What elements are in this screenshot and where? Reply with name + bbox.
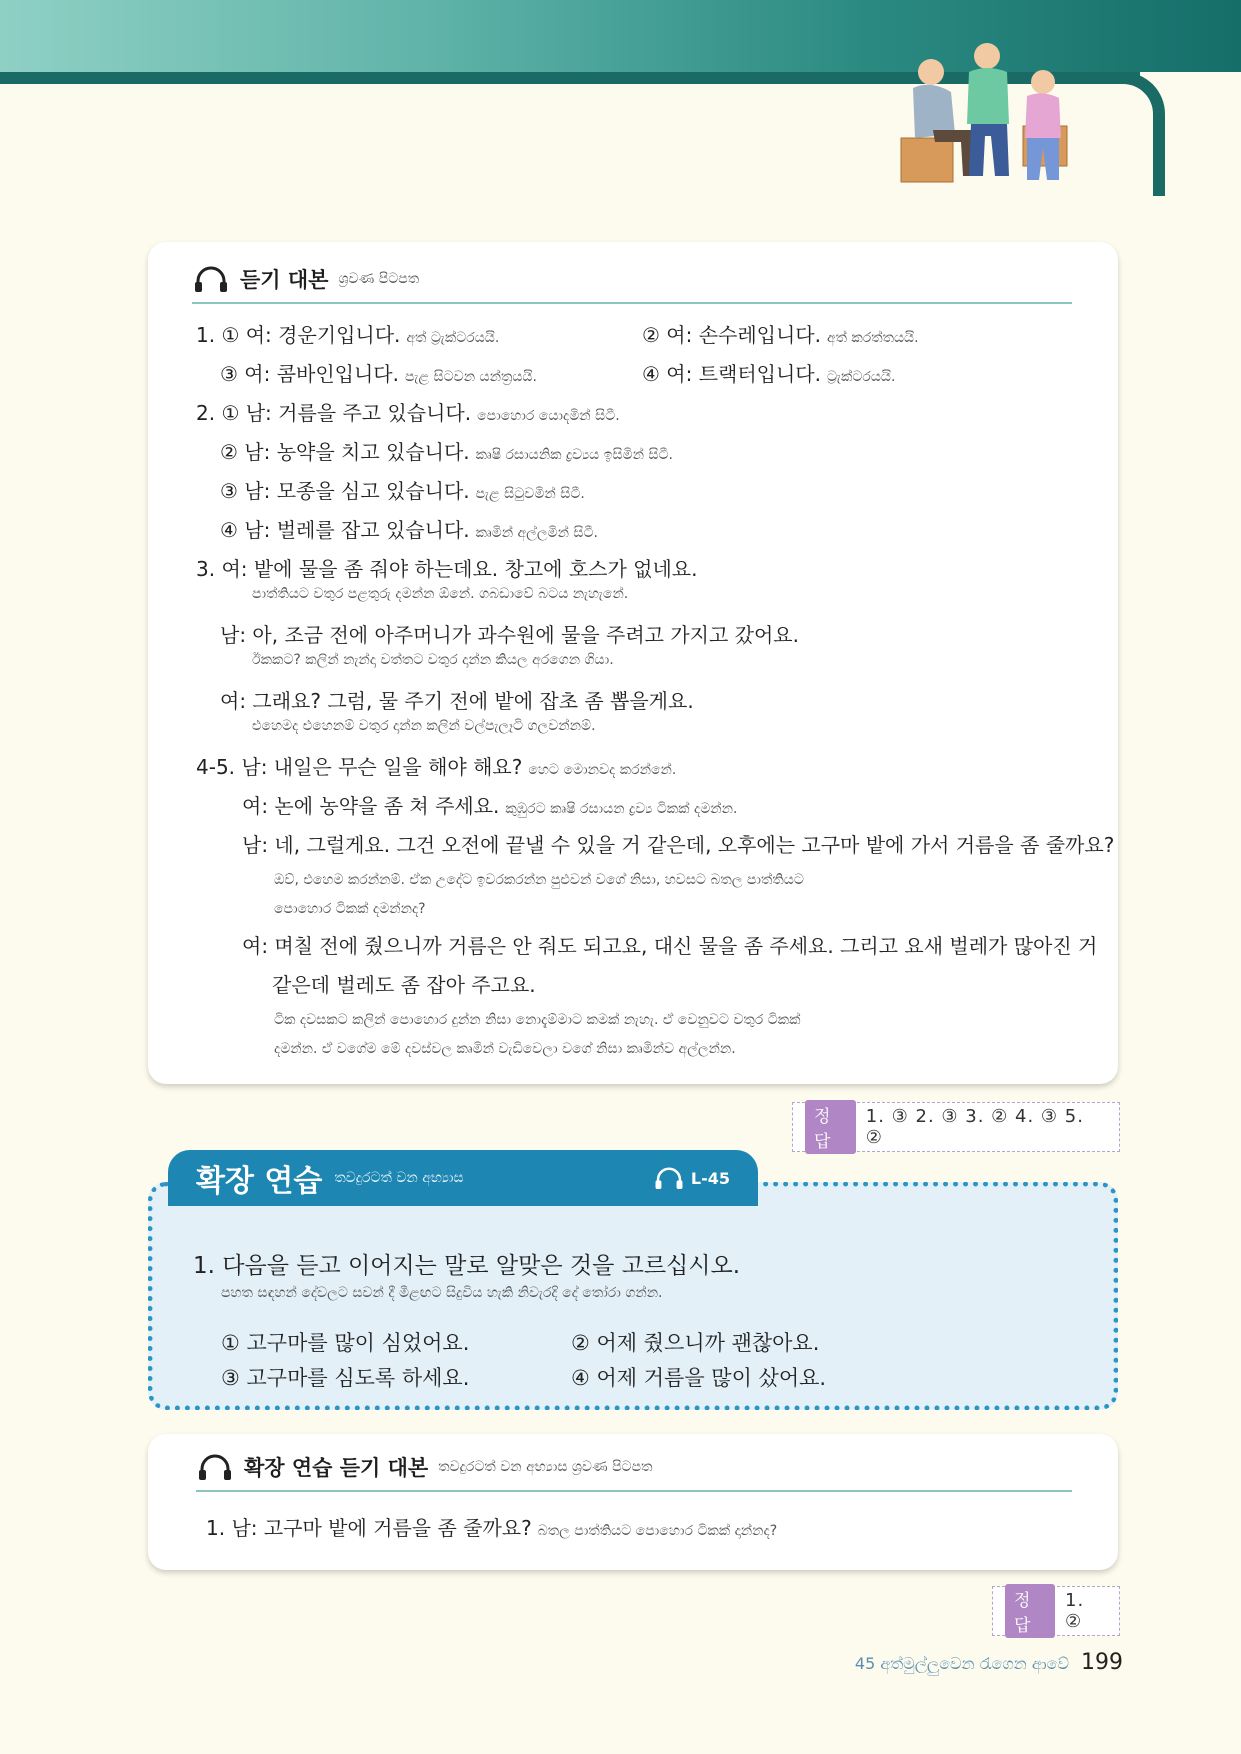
q1-option-1: 1. ① 여: 경운기입니다. අත් ට්‍රැක්ටරයයි. [196, 323, 500, 347]
q2-option-2: ② 남: 농약을 치고 있습니다. කෘෂි රසායනික ද්‍රව්‍යය ඉසිමින් සිටී. [220, 440, 673, 464]
headphones-icon [192, 265, 230, 293]
track-label [653, 1166, 730, 1190]
ext-script-header [196, 1452, 1072, 1492]
headphones-icon [653, 1166, 685, 1190]
q3-line-1-si: පාත්තියට වතුර පළතුරු දමන්න ඕනේ. ගබඩාවේ බටය නැහැනේ. [252, 586, 629, 602]
q3-line-2-si: ඊකකට? කලින් නැන්දා වත්තට වතුර දාන්න කියල අරගෙන ගියා. [252, 652, 614, 668]
q45-line-2: 여: 논에 농약을 좀 쳐 주세요. කුඹුරට කෘෂි රසායන ද්‍රව්‍ය ටිකක් දමන්න. [242, 794, 738, 818]
extension-option-4: ④ 어제 거름을 많이 샀어요. [571, 1366, 827, 1390]
q45-line-3-si-1: ඔව්, එහෙම කරන්නම්. ඒක උදේට ඉවරකරන්න පුළුවන් වගේ නිසා, හවසට බතල පාත්තියට [274, 872, 804, 888]
q3-line-2: 남: 아, 조금 전에 아주머니가 과수원에 물을 주려고 가지고 갔어요. [220, 623, 799, 647]
q3-line-3: 여: 그래요? 그럼, 물 주기 전에 밭에 잡초 좀 뽑을게요. [220, 689, 694, 713]
q45-line-4a: 여: 며칠 전에 줬으니까 거름은 안 줘도 되고요, 대신 물을 좀 주세요. 그리고 요새 벌레가 많아진 거 [242, 934, 1098, 958]
ext-script-title-ko: 확장 연습 듣기 대본 [244, 1456, 429, 1480]
extension-option-2: ② 어제 줬으니까 괜찮아요. [571, 1331, 820, 1355]
q3-line-3-si: එහෙමද එහෙනම් වතුර දාන්න කලින් වල්පැලෑටි ගලවන්නම්. [252, 718, 596, 734]
answer-values: 1. ③ 2. ③ 3. ② 4. ③ 5. ② [865, 1106, 1084, 1148]
q1-option-3: ③ 여: 콤바인입니다. පැළ සිටවන යන්ත්‍රයයි. [220, 362, 537, 386]
chapter-title: 45 අත්මුල්ලුවෙන රැගෙන ආවේ [854, 1654, 1069, 1673]
q2-option-1: 2. ① 남: 거름을 주고 있습니다. පොහොර යොදමින් සිටී. [196, 401, 620, 425]
extension-title-si: තවදුරටත් වන අභ්‍යාස [334, 1170, 464, 1186]
q45-line-3: 남: 네, 그럴게요. 그건 오전에 끝낼 수 있을 거 같은데, 오후에는 고구마 밭에 가서 거름을 좀 줄까요? [242, 833, 1115, 857]
extension-title-ko: 확장 연습 [196, 1164, 323, 1199]
script-title-si: ශ්‍රවණ පිටපත [338, 271, 420, 287]
script-title-ko: 듣기 대본 [240, 268, 329, 292]
answer-box-2 [992, 1586, 1120, 1636]
answer-values: 1. ② [1065, 1590, 1085, 1632]
answer-badge: 정답 [805, 1100, 856, 1154]
answer-badge: 정답 [1005, 1584, 1055, 1638]
extension-question-si: පහත සඳහන් දේවලට සවන් දී මීළඟට සිදුවිය හැකි නිවැරදි දේ තෝරා ගන්න. [221, 1285, 663, 1301]
q45-line-4b: 같은데 벌레도 좀 잡아 주고요. [272, 973, 536, 997]
extension-practice-box [148, 1182, 1118, 1410]
page-number: 199 [1081, 1650, 1123, 1675]
script-card-header [192, 264, 1072, 304]
farmers-illustration [895, 30, 1095, 200]
extension-practice-tab [168, 1150, 758, 1206]
track-code: L-45 [690, 1168, 730, 1188]
extension-script-card [148, 1434, 1118, 1570]
q45-line-3-si-2: පොහොර ටිකක් දමන්නද? [274, 901, 426, 917]
listening-script-card [148, 242, 1118, 1084]
answer-box-1 [792, 1102, 1120, 1152]
q45-line-4-si-2: දමන්න. ඒ වගේම මේ දවස්වල කෘමින් වැඩිවෙලා වගේ නිසා කෘමින්ව අල්ලන්න. [274, 1041, 736, 1057]
q2-option-3: ③ 남: 모종을 심고 있습니다. පැළ සිටුවමින් සිටී. [220, 479, 585, 503]
extension-option-3: ③ 고구마를 심도록 하세요. [221, 1366, 470, 1390]
ext-script-line: 1. 남: 고구마 밭에 거름을 좀 줄까요? බතල පාත්තියට පොහොර ටිකක් දාන්නද? [206, 1516, 778, 1540]
page-footer [855, 1650, 1123, 1675]
headphones-icon [196, 1453, 234, 1481]
q2-option-4: ④ 남: 벌레를 잡고 있습니다. කෘමින් අල්ලමින් සිටී. [220, 518, 598, 542]
q45-line-4-si-1: ටික දවසකට කලින් පොහොර දුන්න නිසා නොදැම්මාට කමක් නැහැ. ඒ වෙනුවට වතුර ටිකක් [274, 1012, 801, 1028]
q1-option-4: ④ 여: 트랙터입니다. ට්‍රැක්ටරයයි. [642, 362, 896, 386]
extension-question: 1. 다음을 듣고 이어지는 말로 알맞은 것을 고르십시오. [193, 1253, 741, 1279]
extension-option-1: ① 고구마를 많이 심었어요. [221, 1331, 470, 1355]
q1-option-2: ② 여: 손수레입니다. අත් කරත්තයයි. [642, 323, 919, 347]
q45-line-1: 4-5. 남: 내일은 무슨 일을 해야 해요? හෙට මොනවද කරන්නේ. [196, 755, 677, 779]
ext-script-title-si: තවදුරටත් වන අභ්‍යාස ශ්‍රවණ පිටපත [438, 1459, 653, 1475]
header-curve [1085, 72, 1165, 196]
q3-line-1: 3. 여: 밭에 물을 좀 줘야 하는데요. 창고에 호스가 없네요. [196, 557, 698, 581]
